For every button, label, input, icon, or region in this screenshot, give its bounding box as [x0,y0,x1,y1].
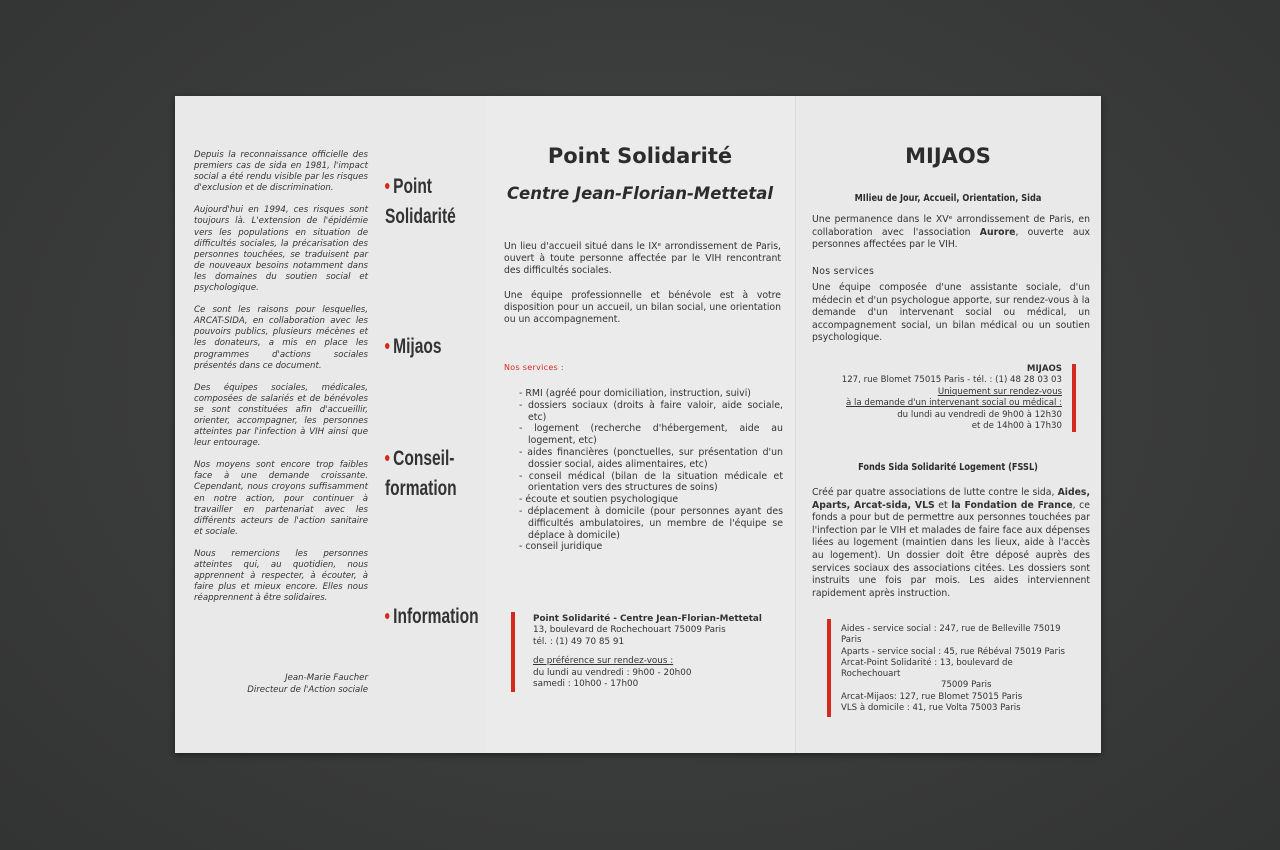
address-name: MIJAOS [1026,364,1062,374]
panel-left [175,96,485,753]
signature-name: Jean-Marie Faucher [285,673,368,683]
center-paragraph: Une équipe professionnelle et bénévole est à votre disposition pour un accueil, un bilan social, une orientation ou un accompagnement. [504,289,781,326]
section-label-information: Information [385,602,479,632]
intro-paragraph: Ce sont les raisons pour lesquelles, ARCAT-SIDA, en collaboration avec les pouvoirs publics, plusieurs mécènes et les donateurs, a mis en place les programmes d'actions sociales présentés dans ce document. [194,305,368,371]
contact-line: VLS à domicile : 41, rue Volta 75003 Paris [841,703,1021,714]
address-line: 127, rue Blomet 75015 Paris - tél. : (1) 48 28 03 03 [841,375,1062,386]
contact-line: 75009 Paris [941,680,992,691]
intro-paragraph: Depuis la reconnaissance officielle des premiers cas de sida en 1981, l'impact social a été rendu visible par les risques d'exclusion et de discrimination. [194,150,368,194]
mijaos-services-text: Une équipe composée d'une assistante sociale, d'un médecin et d'un psychologue apporte, sur rendez-vous à la demande d'un intervenant social ou médical, un accompagnement social, un bilan médical ou un soutien psychologique. [812,282,1090,344]
signature-title: Directeur de l'Action sociale [247,685,368,695]
address-line: du lundi au vendredi de 9h00 à 12h30 [897,409,1062,420]
address-preference: de préférence sur rendez-vous : [533,656,674,667]
fssl-contacts [827,619,1071,717]
fssl-text: Créé par quatre associations de lutte contre le sida, Aides, Aparts, Arcat-sida, VLS et la Fondation de France, ce fonds a pour but de permettre aux personnes touchées par l'infection par le VIH et malades de faire face aux dépenses liées au logement (maintien dans les lieux, aide à l'accès au logement). Un dossier doit être déposé auprès des services sociaux des associations citées. Les dossiers sont instruits une fois par mois. Les aides interviennent rapidement après instruction. [812,487,1090,599]
services-list [519,388,783,553]
center-paragraph: Un lieu d'accueil situé dans le IXᵉ arrondissement de Paris, ouvert à toute personne affectée par le VIH rencontrant des difficultés sociales. [504,241,781,277]
panel-center [485,96,795,753]
mijaos-intro: Une permanence dans le XVᵉ arrondissement de Paris, en collaboration avec l'association Aurore, ouverte aux personnes affectées par le VIH. [812,214,1091,251]
mijaos-subtitle: MIlieu de Jour, Accueil, Orientation, Sida [854,193,1042,204]
mijaos-services-heading: Nos services [812,266,875,277]
address-block [511,612,773,692]
address-street: 13, boulevard de Rochechouart 75009 Paris [533,625,726,636]
bullet-icon [385,613,389,619]
address-name: Point Solidarité - Centre Jean-Florian-Mettetal [533,614,762,624]
contact-line: Arcat-Point Solidarité : 13, boulevard de Rochechouart [841,657,1013,680]
list-item: - logement (recherche d'hébergement, aide au logement, etc) [519,423,783,447]
address-line: à la demande d'un intervenant social ou médical : [846,398,1062,409]
fssl-title: Fonds Sida Solidarité Logement (FSSL) [858,462,1038,473]
intro-paragraph: Aujourd'hui en 1994, ces risques sont toujours là. L'extension de l'épidémie vers les populations en situation de difficultés sociales, la précarisation des personnes touchées, se traduisent par de nouveaux besoins notamment dans les domaines du soutien social et psychologique. [194,205,368,294]
center-body [504,241,781,338]
contact-line: Aides - service social : 247, rue de Belleville 75019 Paris [841,624,1061,646]
services-heading: Nos services : [504,363,564,372]
intro-paragraph: Nos moyens sont encore trop faibles face à une demande croissante. Cependant, nous croyons suffisamment en notre action, pour continuer à travailler en partenariat avec les différents acteurs de l'action sanitaire et sociale. [194,460,368,537]
brochure-sheet [175,96,1101,753]
contact-line: Arcat-Mijaos: 127, rue Blomet 75015 Paris [841,691,1023,702]
section-label-mijaos: Mijaos [385,332,442,362]
list-item: - aides financières (ponctuelles, sur présentation d'un dossier social, aides alimentaires, etc) [519,446,783,470]
bullet-icon [385,455,389,461]
contact-line: Aparts - service social : 45, rue Rébéval 75019 Paris [841,646,1065,657]
list-item: - conseil juridique [519,541,603,553]
intro-text [194,150,368,615]
page-subtitle: Centre Jean-Florian-Mettetal [506,184,774,203]
list-item: - RMI (agréé pour domiciliation, instruction, suivi) [519,388,751,399]
page-title: Point Solidarité [547,144,733,168]
bullet-icon [385,183,389,189]
list-item: - écoute et soutien psychologique [519,494,679,506]
section-label-point-solidarite: Point Solidarité [385,175,456,228]
mijaos-address-block [822,364,1076,432]
address-line: et de 14h00 à 17h30 [971,421,1062,432]
section-label-conseil-formation: Conseil- formation [385,447,457,500]
intro-paragraph: Nous remercions les personnes atteintes qui, au quotidien, nous apprennent à respecter, à écouter, à faire plus et mieux encore. Elles nous réapprennent à être solidaires. [194,548,368,604]
list-item: - dossiers sociaux (droits à faire valoir, aide sociale, etc) [519,399,783,423]
address-hours: samedi : 10h00 - 17h00 [533,679,639,690]
panel-right [795,96,1101,753]
address-line: Uniquement sur rendez-vous [937,386,1062,397]
bullet-icon [385,343,389,349]
signature [194,672,368,696]
list-item: - conseil médical (bilan de la situation médicale et orientation vers des structures de soins) [519,470,783,494]
intro-paragraph: Des équipes sociales, médicales, composées de salariés et de bénévoles se sont constituées afin d'accueillir, orienter, accompagner, les personnes atteintes par l'infection à VIH ainsi que leur entourage. [194,382,368,449]
address-hours: du lundi au vendredi : 9h00 - 20h00 [533,667,692,678]
mijaos-title: MIJAOS [905,144,991,168]
list-item: - déplacement à domicile (pour personnes ayant des difficultés ambulatoires, un membre de l'équipe se déplace à domicile) [519,505,783,541]
address-phone: tél. : (1) 49 70 85 91 [533,636,625,647]
